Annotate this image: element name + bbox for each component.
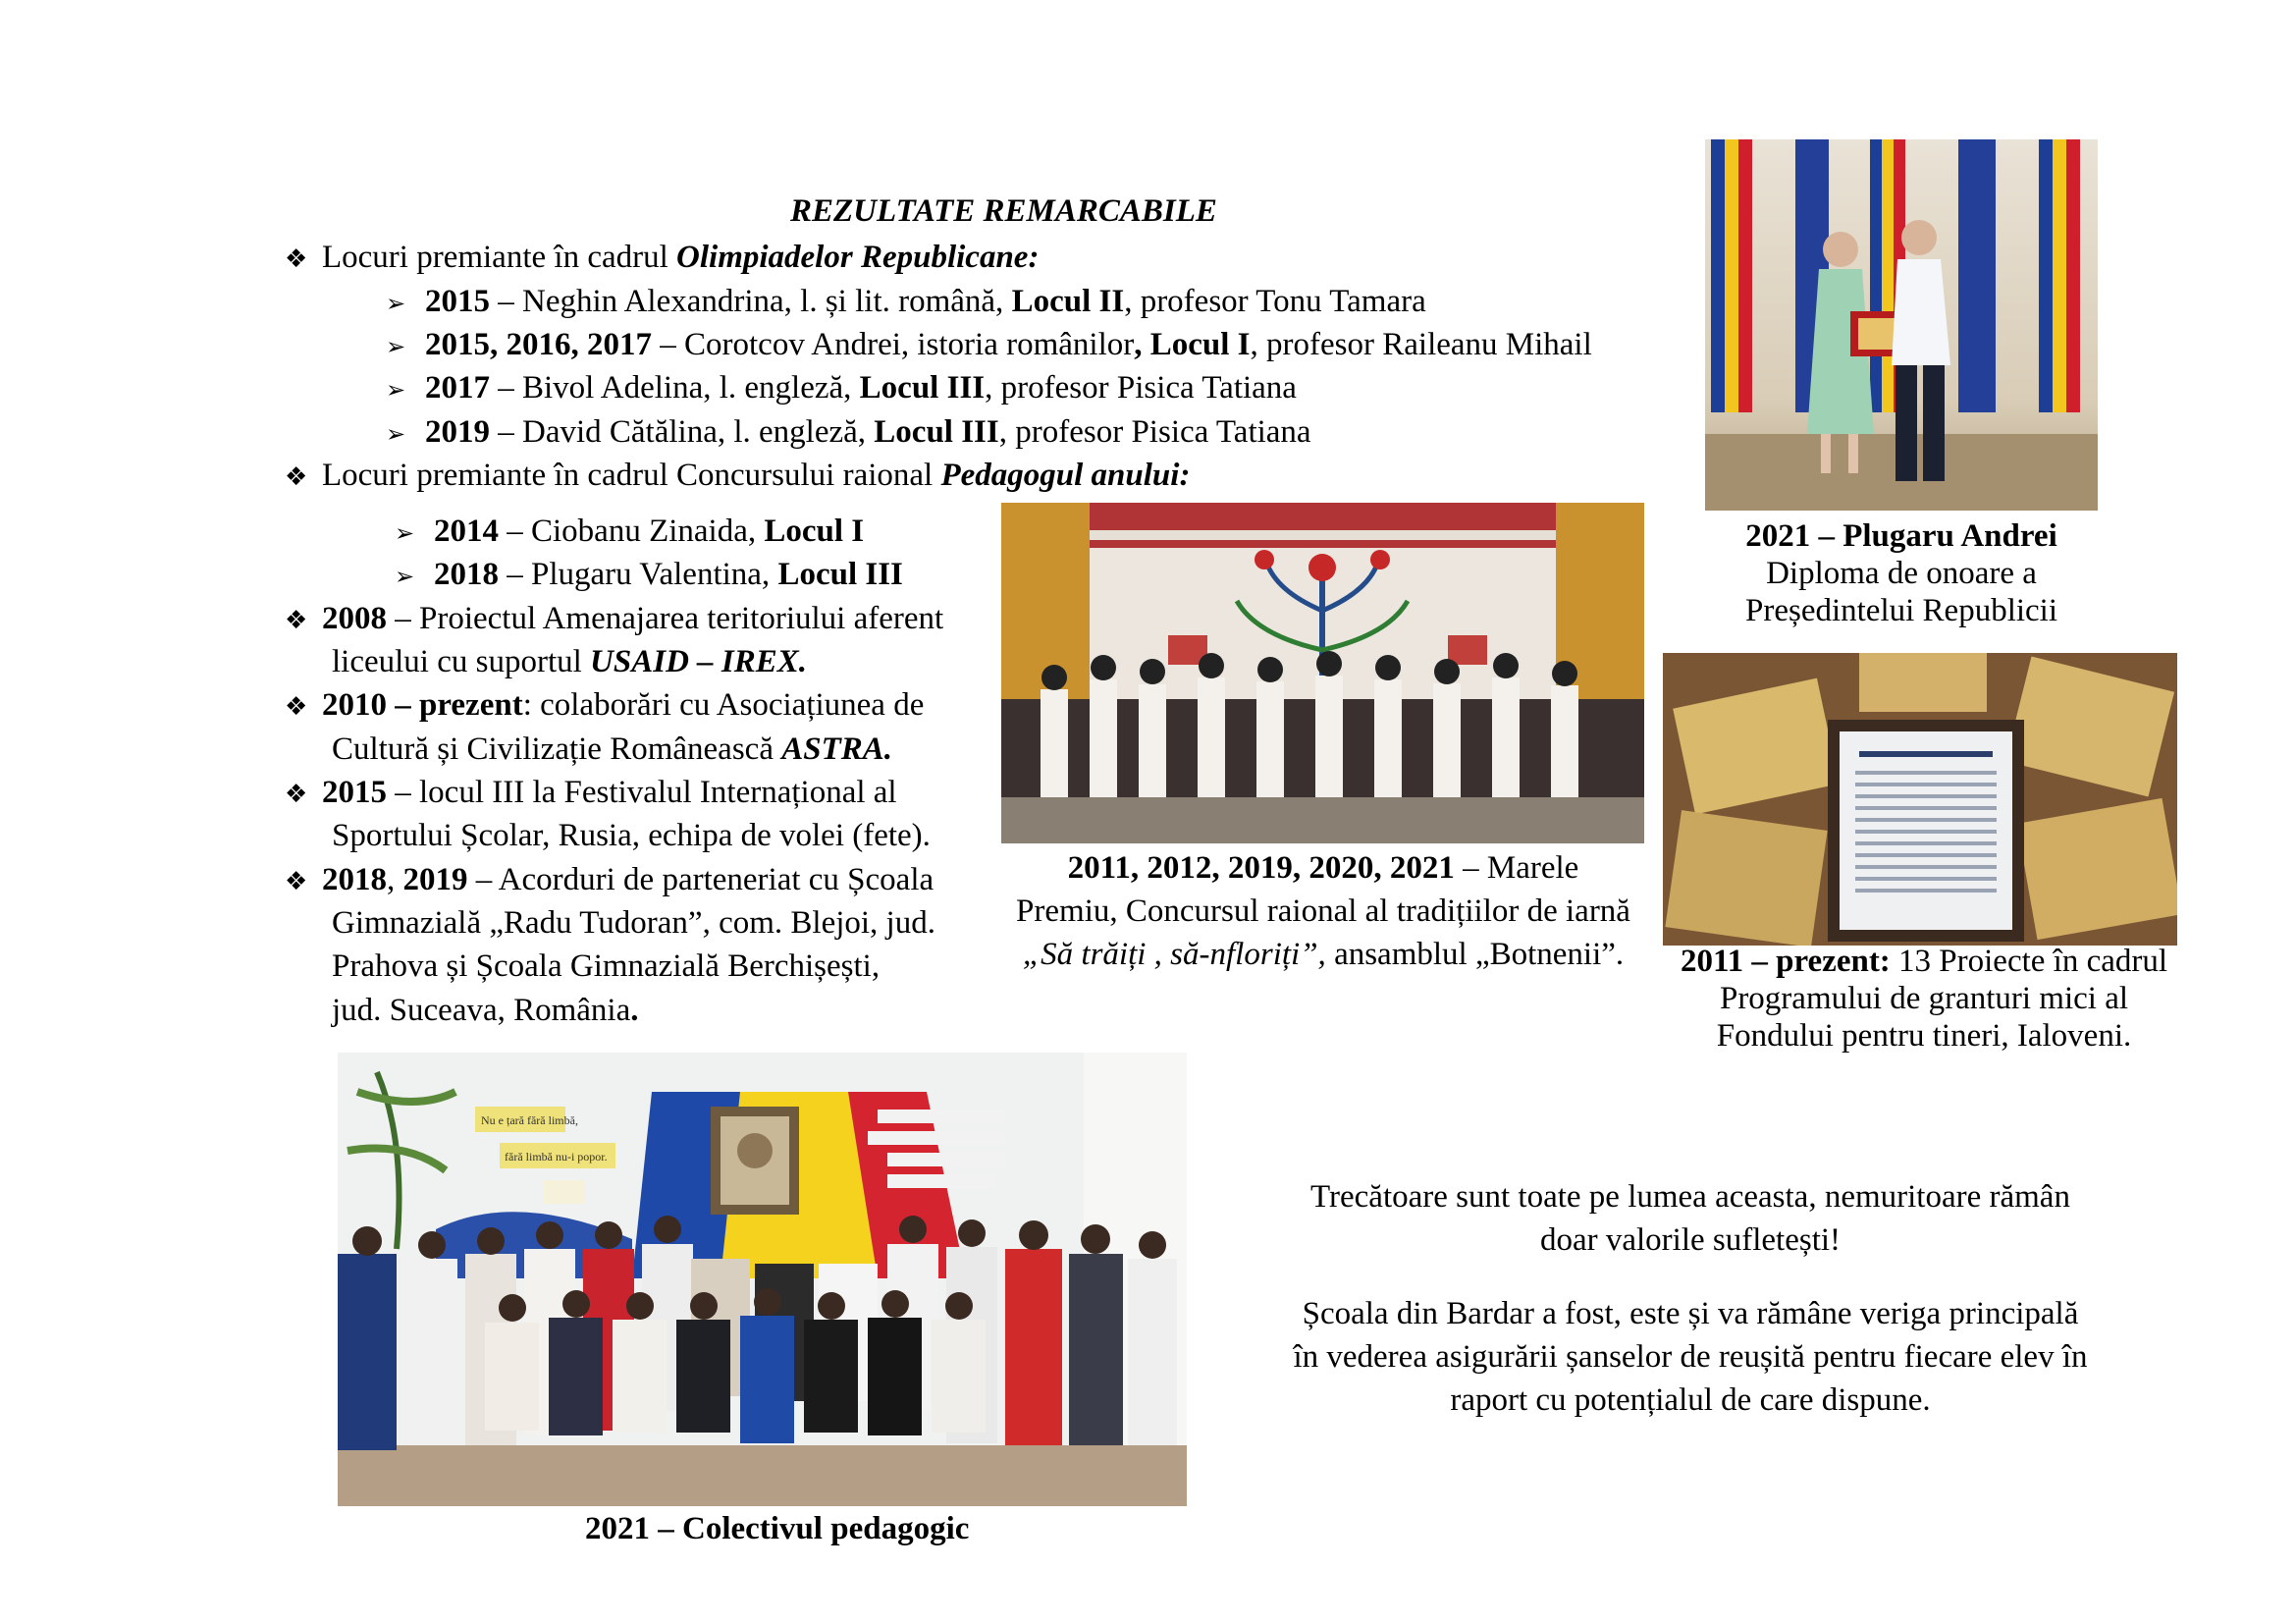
- wall-sign-1: Nu e țară fără limbă,: [481, 1113, 578, 1127]
- bullet-2008: ❖ 2008 – Proiectul Amenajarea teritoriului aferent: [285, 597, 943, 643]
- page-title: REZULTATE REMARCABILE: [790, 193, 1217, 229]
- bullet-olimpiade: ❖ Locuri premiante în cadrul Olimpiadelor Republicane:: [285, 236, 1039, 282]
- botnenii-ensemble-photo: [1001, 503, 1644, 843]
- olimp-item: ➢ 2019 – David Cătălina, l. engleză, Locul III, profesor Pisica Tatiana: [386, 410, 1311, 457]
- arrow-bullet-icon: ➢: [395, 563, 415, 590]
- bullet-2015-line2: Sportului Școlar, Rusia, echipa de volei (fete).: [332, 818, 931, 853]
- caption-plugaru-andrei: 2021 – Plugaru Andrei Diploma de onoare a Președintelui Republicii: [1744, 518, 2058, 628]
- arrow-bullet-icon: ➢: [386, 420, 406, 448]
- diamond-bullet-icon: ❖: [285, 692, 308, 722]
- bullet-2015: ❖ 2015 – locul III la Festivalul Internațional al: [285, 771, 897, 817]
- caption-colectivul: 2021 – Colectivul pedagogic: [585, 1511, 970, 1546]
- bullet-pedagog: ❖ Locuri premiante în cadrul Concursului raional Pedagogul anului:: [285, 454, 1190, 500]
- diamond-bullet-icon: ❖: [285, 462, 308, 492]
- diamond-bullet-icon: ❖: [285, 244, 308, 274]
- quote-valori: Trecătoare sunt toate pe lumea aceasta, nemuritoare rămân doar valorile sufletești!: [1310, 1179, 2070, 1258]
- arrow-bullet-icon: ➢: [386, 333, 406, 360]
- arrow-bullet-icon: ➢: [386, 376, 406, 404]
- bullet-2010-line2: Cultură și Civilizație Românească ASTRA.: [332, 731, 893, 767]
- diamond-bullet-icon: ❖: [285, 780, 308, 809]
- arrow-bullet-icon: ➢: [386, 290, 406, 317]
- diplomas-photo: [1663, 653, 2177, 946]
- pedagog-item: ➢ 2018 – Plugaru Valentina, Locul III: [395, 553, 903, 599]
- bullet-2018-line4: jud. Suceava, România.: [332, 993, 639, 1028]
- wall-sign-2: fără limbă nu-i popor.: [505, 1150, 608, 1164]
- olimp-item: ➢ 2015, 2016, 2017 – Corotcov Andrei, istoria românilor, Locul I, profesor Raileanu Mihail: [386, 323, 1592, 369]
- bullet-2018: ❖ 2018, 2019 – Acorduri de parteneriat cu Școala: [285, 858, 934, 904]
- caption-proiecte: 2011 – prezent: 13 Proiecte în cadrul Programului de granturi mici al Fondului pentru tineri, Ialoveni.: [1680, 944, 2168, 1054]
- pedagog-item: ➢ 2014 – Ciobanu Zinaida, Locul I: [395, 510, 864, 556]
- bullet-2008-line2: liceului cu suportul USAID – IREX.: [332, 644, 808, 679]
- olimp-item: ➢ 2017 – Bivol Adelina, l. engleză, Locul III, profesor Pisica Tatiana: [386, 366, 1297, 412]
- award-ceremony-photo: [1705, 139, 2098, 511]
- bullet-2018-line2: Gimnazială „Radu Tudoran”, com. Blejoi, jud.: [332, 905, 935, 941]
- olimp-item: ➢ 2015 – Neghin Alexandrina, l. și lit. română, Locul II, profesor Tonu Tamara: [386, 280, 1426, 326]
- diamond-bullet-icon: ❖: [285, 606, 308, 635]
- diamond-bullet-icon: ❖: [285, 867, 308, 896]
- caption-botnenii: 2011, 2012, 2019, 2020, 2021 – Marele Premiu, Concursul raional al tradițiilor de iarnă „Să trăiți , să-nfloriți”, ansamblul „Botnenii”.: [1016, 850, 1630, 972]
- bullet-2018-line3: Prahova și Școala Gimnazială Berchișești,: [332, 948, 881, 984]
- quote-scoala: Școala din Bardar a fost, este și va rămâne veriga principală în vederea asigurării șanselor de reușită pentru fiecare elev în raport cu potențialul de care dispune.: [1293, 1296, 2088, 1418]
- arrow-bullet-icon: ➢: [395, 519, 415, 547]
- colectivul-pedagogic-photo: [338, 1053, 1187, 1506]
- bullet-2010: ❖ 2010 – prezent: colaborări cu Asociațiunea de: [285, 683, 924, 730]
